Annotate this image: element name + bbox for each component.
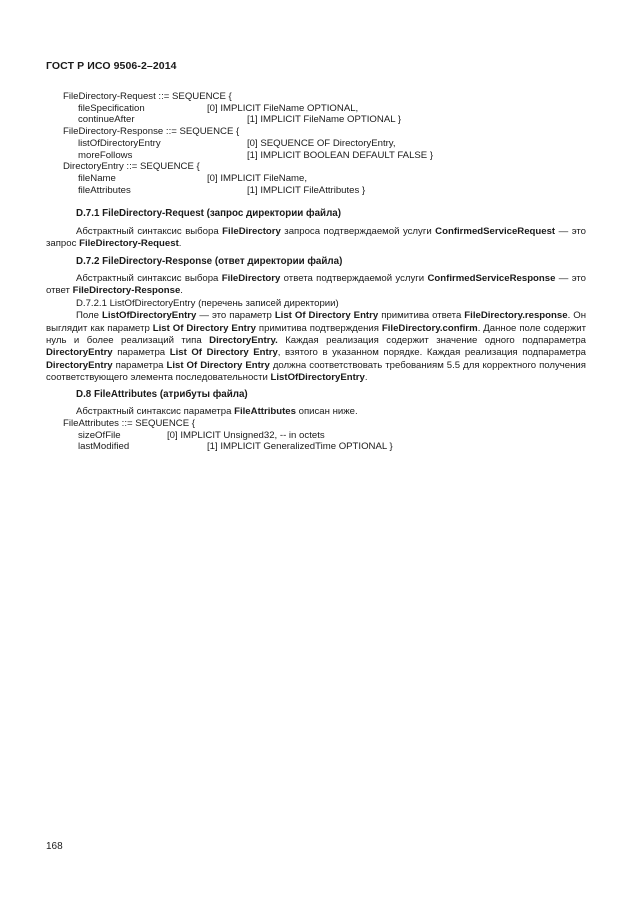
- text: .: [364, 372, 368, 384]
- heading-d-7-2: D.7.2 FileDirectory-Response (ответ директории файла): [76, 256, 343, 267]
- bold-term: List Of Directory Entry: [152, 322, 256, 334]
- code-line-definition: [1] IMPLICIT BOOLEAN DEFAULT FALSE }: [247, 149, 434, 161]
- text: Поле: [76, 310, 102, 322]
- text: .: [178, 238, 182, 250]
- bold-term: ConfirmedServiceResponse: [427, 273, 556, 284]
- code-line: fileAttributes: [78, 184, 131, 196]
- text: . Данное поле содержит нуль и более реализаций типа: [46, 322, 587, 347]
- text: Абстрактный синтаксис выбора: [76, 273, 222, 284]
- bold-term: ListOfDirectoryEntry: [270, 372, 365, 384]
- page-header: ГОСТ Р ИСО 9506-2–2014: [46, 60, 177, 72]
- bold-term: FileDirectory.confirm: [381, 322, 478, 334]
- bold-term: FileDirectory-Request: [79, 238, 179, 250]
- code-line: fileName: [78, 172, 116, 184]
- text: примитива ответа: [378, 310, 465, 322]
- text: ответа подтверждаемой услуги: [280, 273, 428, 284]
- bold-term: ListOfDirectoryEntry: [101, 310, 197, 322]
- bold-term: DirectoryEntry.: [209, 335, 278, 347]
- code-line: FileDirectory-Response ::= SEQUENCE {: [63, 126, 240, 138]
- page-number: 168: [46, 841, 63, 852]
- text: параметра: [112, 359, 167, 371]
- code-line: sizeOfFile: [78, 429, 121, 441]
- text: запроса подтверждаемой услуги: [280, 226, 436, 237]
- text: должна соответствовать требованиям 5.5 для корректного получения соответствующего элемента последовательности: [46, 359, 586, 384]
- bold-term: List Of Directory Entry: [169, 347, 278, 359]
- code-line-definition: [0] IMPLICIT Unsigned32, -- in octets: [167, 429, 325, 441]
- bold-term: FileDirectory-Response: [72, 285, 181, 297]
- code-line: FileAttributes ::= SEQUENCE {: [63, 418, 195, 429]
- subsection-d-7-2-1: D.7.2.1 ListOfDirectoryEntry (перечень записей директории): [76, 297, 339, 309]
- text: .: [180, 285, 183, 297]
- text: Абстрактный синтаксис выбора: [76, 226, 223, 237]
- code-line-definition: [0] SEQUENCE OF DirectoryEntry,: [247, 137, 396, 149]
- text: , взятого в указанном порядке. Каждая реализация подпараметра: [277, 347, 586, 359]
- bold-term: FileDirectory: [222, 226, 281, 237]
- text: описан ниже.: [295, 406, 358, 417]
- text: Абстрактный синтаксис параметра: [76, 406, 235, 417]
- code-line: lastModified: [78, 441, 130, 453]
- paragraph-d-8: [46, 406, 586, 418]
- bold-term: FileDirectory: [221, 273, 281, 284]
- code-line: DirectoryEntry ::= SEQUENCE {: [63, 161, 200, 173]
- bold-term: FileDirectory.response: [464, 310, 568, 322]
- text: Каждая реализация содержит значение одного подпараметра: [277, 335, 587, 347]
- code-line: moreFollows: [78, 149, 133, 161]
- heading-d-7-1: D.7.1 FileDirectory-Request (запрос директории файла): [76, 208, 342, 219]
- code-line-definition: [0] IMPLICIT FileName OPTIONAL,: [207, 102, 359, 114]
- text: параметра: [112, 347, 170, 359]
- code-line: fileSpecification: [78, 102, 145, 114]
- text: — это параметр: [196, 310, 275, 322]
- bold-term: List Of Directory Entry: [166, 359, 270, 371]
- code-line: listOfDirectoryEntry: [78, 137, 161, 149]
- paragraph-d-7-1: [46, 226, 586, 251]
- text: примитива подтверждения: [255, 322, 382, 334]
- text: — это ответ: [46, 273, 586, 297]
- bold-term: List Of Directory Entry: [274, 310, 379, 322]
- heading-d-8: D.8 FileAttributes (атрибуты файла): [76, 389, 248, 400]
- bold-term: DirectoryEntry: [46, 347, 113, 359]
- text: — это запрос: [46, 226, 586, 250]
- text: . Он выглядит как параметр: [46, 310, 586, 334]
- code-line: continueAfter: [78, 114, 135, 126]
- bold-term: FileAttributes: [234, 406, 296, 417]
- bold-term: ConfirmedServiceRequest: [435, 226, 556, 237]
- bold-term: DirectoryEntry: [46, 359, 113, 371]
- code-line-definition: [0] IMPLICIT FileName,: [207, 172, 308, 184]
- code-line-definition: [1] IMPLICIT FileAttributes }: [247, 184, 366, 196]
- paragraph-d-7-2: [46, 273, 586, 385]
- code-line-definition: [1] IMPLICIT FileName OPTIONAL }: [247, 114, 402, 126]
- code-line: FileDirectory-Request ::= SEQUENCE {: [63, 91, 232, 102]
- code-line-definition: [1] IMPLICIT GeneralizedTime OPTIONAL }: [207, 441, 393, 453]
